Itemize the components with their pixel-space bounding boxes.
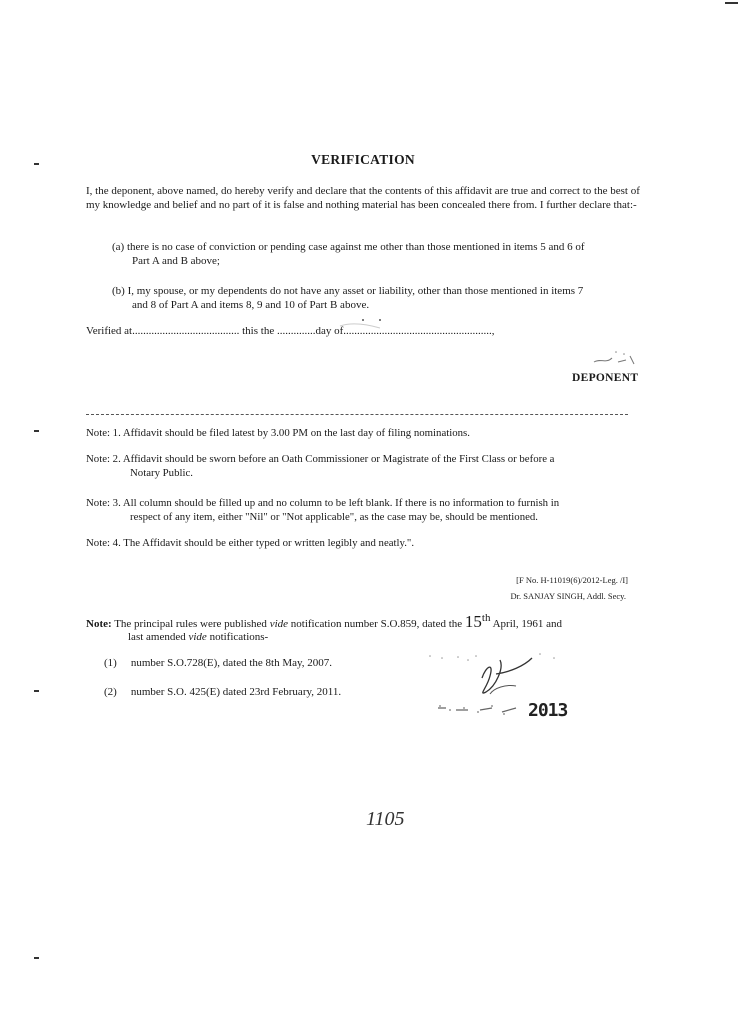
principal-day: 15 — [464, 612, 482, 631]
verified-date-blank: .............. — [276, 325, 316, 337]
verified-middle: this the — [239, 325, 277, 337]
principal-text-continued — [86, 630, 626, 645]
amendment-1 — [104, 657, 332, 669]
principal-note-label: Note: — [86, 618, 112, 630]
deponent-label: DEPONENT — [572, 372, 639, 384]
note-3 — [86, 497, 626, 524]
item-text-continued: Part A and B above; — [132, 254, 220, 267]
note-text: Note: 3. All column should be filled up and no column to be left blank. If there is no information to furnish in — [86, 497, 560, 509]
note-text: Note: 1. Affidavit should be filed latest by 3.00 PM on the last day of filing nominations. — [86, 427, 470, 439]
item-label: (b) — [112, 285, 125, 297]
note-4 — [86, 537, 626, 551]
signature-stamp — [420, 648, 590, 728]
item-label: (a) — [112, 241, 125, 253]
note-text-continued: respect of any item, either "Nil" or "Not applicable", as the case may be, should be mentioned. — [130, 510, 538, 523]
declaration-item-a — [112, 241, 644, 268]
margin-mark — [34, 690, 39, 692]
note-text: Note: 2. Affidavit should be sworn before an Oath Commissioner or Magistrate of the First Class or before a — [86, 453, 555, 465]
amendment-2 — [104, 686, 341, 698]
principal-day-suffix: th — [481, 612, 491, 624]
page-title: VERIFICATION — [311, 152, 415, 167]
margin-mark — [34, 163, 39, 165]
declaration-intro: I, the deponent, above named, do hereby verify and declare that the contents of this affidavit are true and correct to the best of my knowledge and belief and no part of it is false and nothing material has been concealed there from. I further declare that:- — [86, 185, 640, 211]
handwritten-page-number: 1105 — [366, 808, 405, 830]
margin-mark — [34, 430, 39, 432]
amendment-text: number S.O. 425(E) dated 23rd February, 2011. — [130, 686, 342, 698]
separator-line — [86, 414, 628, 415]
verified-line — [86, 325, 495, 337]
note-text-continued: Notary Public. — [130, 466, 193, 479]
stamp-year: 2013 — [528, 700, 568, 721]
verified-day-label: day of — [315, 325, 344, 337]
verified-place-blank: ....................................... — [132, 325, 240, 337]
verified-prefix: Verified at — [86, 325, 133, 337]
principal-text: last amended — [128, 631, 189, 643]
signatory: Dr. SANJAY SINGH, Addl. Secy. — [510, 591, 626, 601]
scan-noise-icon — [300, 318, 390, 338]
principal-text: The principal rules were published — [111, 618, 270, 630]
amendment-number: (2) — [104, 686, 117, 698]
principal-text: April, 1961 and — [490, 618, 562, 630]
principal-text: notifications- — [206, 631, 269, 643]
principal-text: notification number S.O.859, dated the — [288, 618, 465, 630]
margin-mark — [725, 2, 738, 4]
file-number: [F No. H-11019(6)/2012-Leg. /I] — [516, 575, 628, 585]
item-text: there is no case of conviction or pending case against me other than those mentioned in items 5 and 6 of — [126, 241, 585, 253]
note-2 — [86, 453, 626, 480]
principal-rules-note — [86, 611, 626, 645]
vide-italic: vide — [188, 631, 207, 643]
note-1 — [86, 427, 626, 441]
item-text: I, my spouse, or my dependents do not have any asset or liability, other than those mentioned in items 7 — [127, 285, 584, 297]
item-text-continued: and 8 of Part A and items 8, 9 and 10 of Part B above. — [132, 298, 370, 311]
declaration-item-b — [112, 285, 644, 312]
margin-mark — [34, 957, 39, 959]
amendment-number: (1) — [104, 657, 117, 669]
deponent-signature-icon — [590, 348, 640, 370]
note-text: Note: 4. The Affidavit should be either typed or written legibly and neatly.". — [86, 537, 415, 549]
amendment-text: number S.O.728(E), dated the 8th May, 2007. — [130, 657, 333, 669]
vide-italic: vide — [269, 618, 289, 630]
verified-month-blank: ......................................................, — [343, 325, 495, 337]
